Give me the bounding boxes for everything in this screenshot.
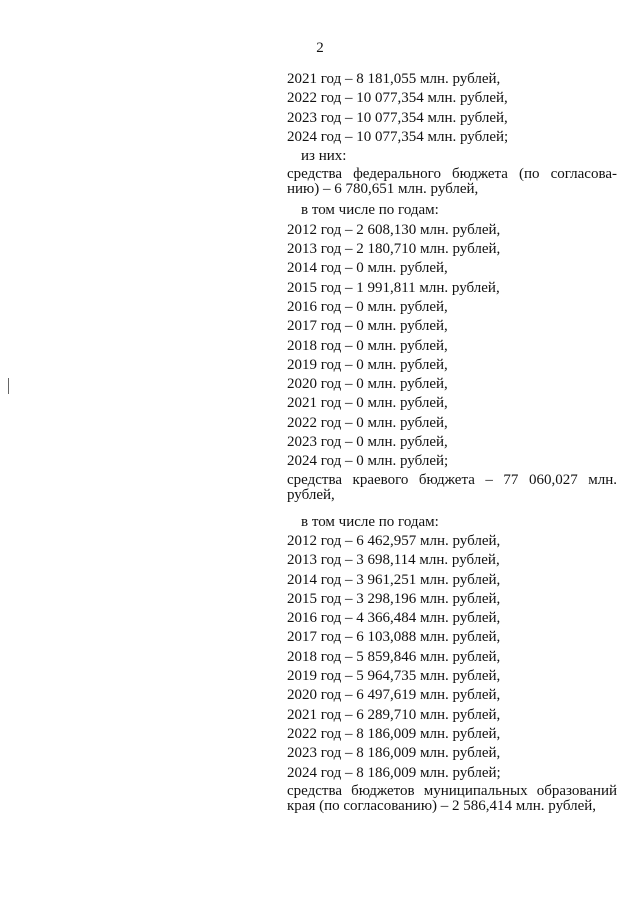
list-item: 2020 год – 6 497,619 млн. рублей, [287, 687, 501, 704]
list-item: 2017 год – 6 103,088 млн. рублей, [287, 629, 501, 646]
list-item: 2024 год – 8 186,009 млн. рублей; [287, 764, 501, 781]
total-years-list [287, 70, 617, 147]
document-body [287, 70, 617, 818]
list-item: 2024 год – 10 077,354 млн. рублей; [287, 128, 509, 145]
list-item: 2015 год – 1 991,811 млн. рублей, [287, 279, 500, 296]
list-item: 2023 год – 0 млн. рублей, [287, 434, 448, 451]
list-item: 2012 год – 2 608,130 млн. рублей, [287, 221, 501, 238]
list-item: 2019 год – 5 964,735 млн. рублей, [287, 668, 501, 685]
list-item: 2013 год – 3 698,114 млн. рублей, [287, 552, 500, 569]
list-item: 2018 год – 0 млн. рублей, [287, 337, 448, 354]
federal-heading: средства федерального бюджета (по согласова- нию) – 6 780,651 млн. рублей, [287, 166, 617, 198]
list-item: 2016 год – 0 млн. рублей, [287, 298, 448, 315]
list-item: 2021 год – 0 млн. рублей, [287, 395, 448, 412]
list-item: 2017 год – 0 млн. рублей, [287, 318, 448, 335]
federal-years-list [287, 221, 617, 472]
list-item: 2023 год – 10 077,354 млн. рублей, [287, 109, 508, 126]
list-item: 2022 год – 0 млн. рублей, [287, 414, 448, 431]
list-item: 2022 год – 10 077,354 млн. рублей, [287, 90, 508, 107]
regional-heading: средства краевого бюджета – 77 060,027 млн. рублей, [287, 471, 617, 503]
list-item: 2014 год – 0 млн. рублей, [287, 260, 448, 277]
list-item: 2020 год – 0 млн. рублей, [287, 376, 448, 393]
federal-by-years-label: в том числе по годам: [301, 202, 439, 219]
edge-mark [8, 378, 9, 394]
list-item: 2023 год – 8 186,009 млн. рублей, [287, 745, 501, 762]
list-item: 2014 год – 3 961,251 млн. рублей, [287, 571, 501, 588]
list-item: 2022 год – 8 186,009 млн. рублей, [287, 725, 501, 742]
of-them-label: из них: [301, 148, 347, 165]
list-item: 2015 год – 3 298,196 млн. рублей, [287, 590, 501, 607]
page-number: 2 [316, 40, 324, 56]
list-item: 2012 год – 6 462,957 млн. рублей, [287, 532, 501, 549]
list-item: 2024 год – 0 млн. рублей; [287, 453, 449, 470]
list-item: 2013 год – 2 180,710 млн. рублей, [287, 241, 501, 258]
list-item: 2018 год – 5 859,846 млн. рублей, [287, 648, 501, 665]
municipal-heading: средства бюджетов муниципальных образований края (по согласованию) – 2 586,414 млн. рублей, [287, 782, 617, 814]
list-item: 2021 год – 6 289,710 млн. рублей, [287, 706, 501, 723]
regional-years-list [287, 532, 617, 783]
list-item: 2016 год – 4 366,484 млн. рублей, [287, 610, 501, 627]
list-item: 2019 год – 0 млн. рублей, [287, 356, 448, 373]
list-item: 2021 год – 8 181,055 млн. рублей, [287, 71, 501, 87]
regional-by-years-label: в том числе по годам: [301, 513, 439, 530]
